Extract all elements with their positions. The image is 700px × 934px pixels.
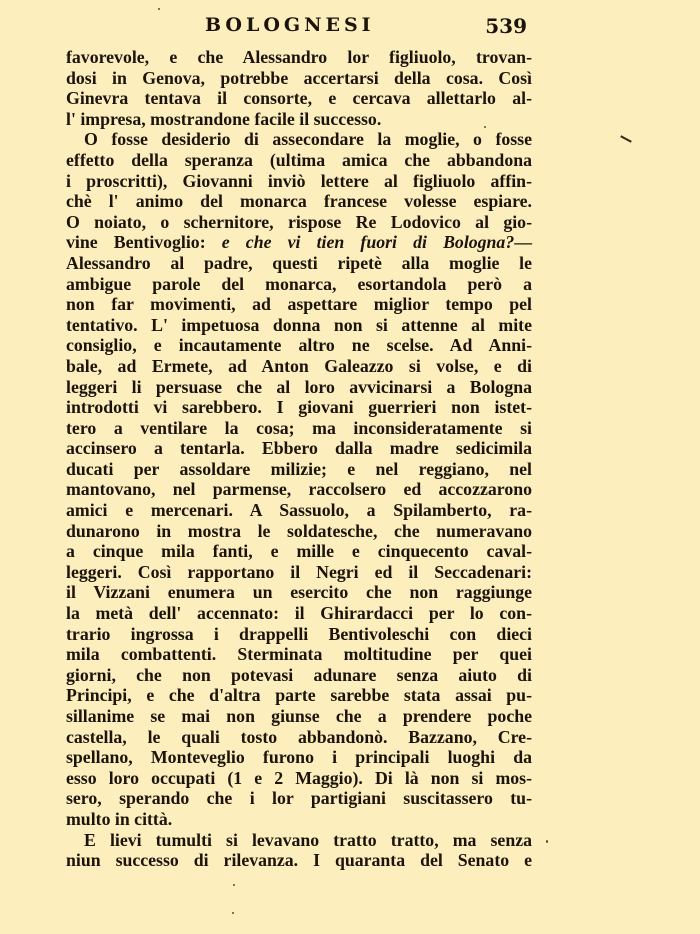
text-line: dosi in Genova, potrebbe accertarsi della cosa. Così [66,67,532,88]
text-line: bale, ad Ermete, ad Anton Galeazzo si volse, e di [66,355,532,376]
text-line: mila combattenti. Sterminata moltitudine per quei [66,644,532,665]
text-line: ambigue parole del monarca, esortandola però a [66,273,532,294]
text-line: la metà dell' accennato: il Ghirardacci per lo con- [66,603,532,624]
text-line: non far movimenti, ad aspettare miglior tempo pel [66,294,532,315]
text-line: introdotti vi sarebbero. I giovani guerrieri non istet- [66,397,532,418]
text-line: E lievi tumulti si levavano tratto tratto, ma senza [84,829,532,850]
text-line: leggeri li persuase che al loro avvicinarsi a Bologna [66,376,532,397]
text-segment: vine Bentivoglio: [66,232,222,253]
text-segment: — [514,232,532,253]
italic-quote: e che vi tien fuori di Bologna? [221,232,515,253]
print-speck [546,840,548,843]
text-line: trario ingrossa i drappelli Bentivoleschi con dieci [66,623,532,644]
text-line: sillanime se mai non giunse che a prendere poche [66,706,532,726]
text-line: mantovano, nel parmense, raccolsero ed accozzarono [66,479,532,500]
print-speck [233,884,235,886]
text-line: spellano, Monteveglio furono i principali luoghi da [66,747,532,768]
page-header [205,14,527,40]
text-line [66,232,532,253]
text-line: tentativo. L' impetuosa donna non si attenne al mite [66,314,532,335]
text-line: il Vizzani enumera un esercito che non raggiunge [66,582,532,603]
text-line: dunarono in mostra le soldatesche, che numeravano [66,520,532,541]
text-line: leggeri. Così rapportano il Negri ed il Seccadenari: [66,561,532,582]
text-line: castella, le quali tosto abbandonò. Bazzano, Cre- [66,726,532,747]
text-line: effetto della speranza (ultima amica che abbandona [66,149,532,170]
text-line: O noiato, o schernitore, rispose Re Lodovico al gio- [66,211,532,232]
text-line: consiglio, e incautamente altro ne scelse. Ad Anni- [66,335,532,356]
print-speck [484,126,486,128]
text-line: i proscritti), Giovanni inviò lettere al figliuolo affin- [66,170,532,191]
print-speck [158,8,160,10]
text-line: esso loro occupati (1 e 2 Maggio). Di là non si mos- [66,767,532,788]
text-line: amici e mercenari. A Sassuolo, a Spilamberto, ra- [66,500,532,521]
page-number: 539 [485,14,527,38]
text-line: sero, sperando che i lor partigiani suscitassero tu- [66,788,532,809]
text-line: favorevole, e che Alessandro lor figliuolo, trovan- [66,47,532,67]
text-line: Principi, e che d'altra parte sarebbe stata assai pu- [66,685,532,706]
text-line: niun successo di rilevanza. I quaranta del Senato e [66,850,532,871]
text-line: giorni, che non potevasi adunare senza aiuto di [66,664,532,685]
text-line: O fosse desiderio di assecondare la moglie, o fosse [84,129,532,150]
text-line: Alessandro al padre, questi ripetè alla moglie le [66,252,532,273]
text-line: multo in città. [66,808,173,829]
text-line: l' impresa, mostrandone facile il successo. [66,108,382,129]
text-line: Ginevra tentava il consorte, e cercava allettarlo al- [66,88,532,109]
print-speck [232,912,234,914]
text-line: accinsero a tentarla. Ebbero dalla madre sedicimila [66,438,532,459]
running-head: BOLOGNESI [205,14,375,36]
text-line: a cinque mila fanti, e mille e cinquecento caval- [66,541,532,562]
text-line: ducati per assoldare milizie; e nel reggiano, nel [66,458,532,479]
text-line: tero a ventilare la cosa; ma inconsideratamente si [66,417,532,438]
text-line: chè l' animo del monarca francese volesse espiare. [66,191,532,212]
body-text [66,47,532,871]
print-mark [620,135,632,142]
